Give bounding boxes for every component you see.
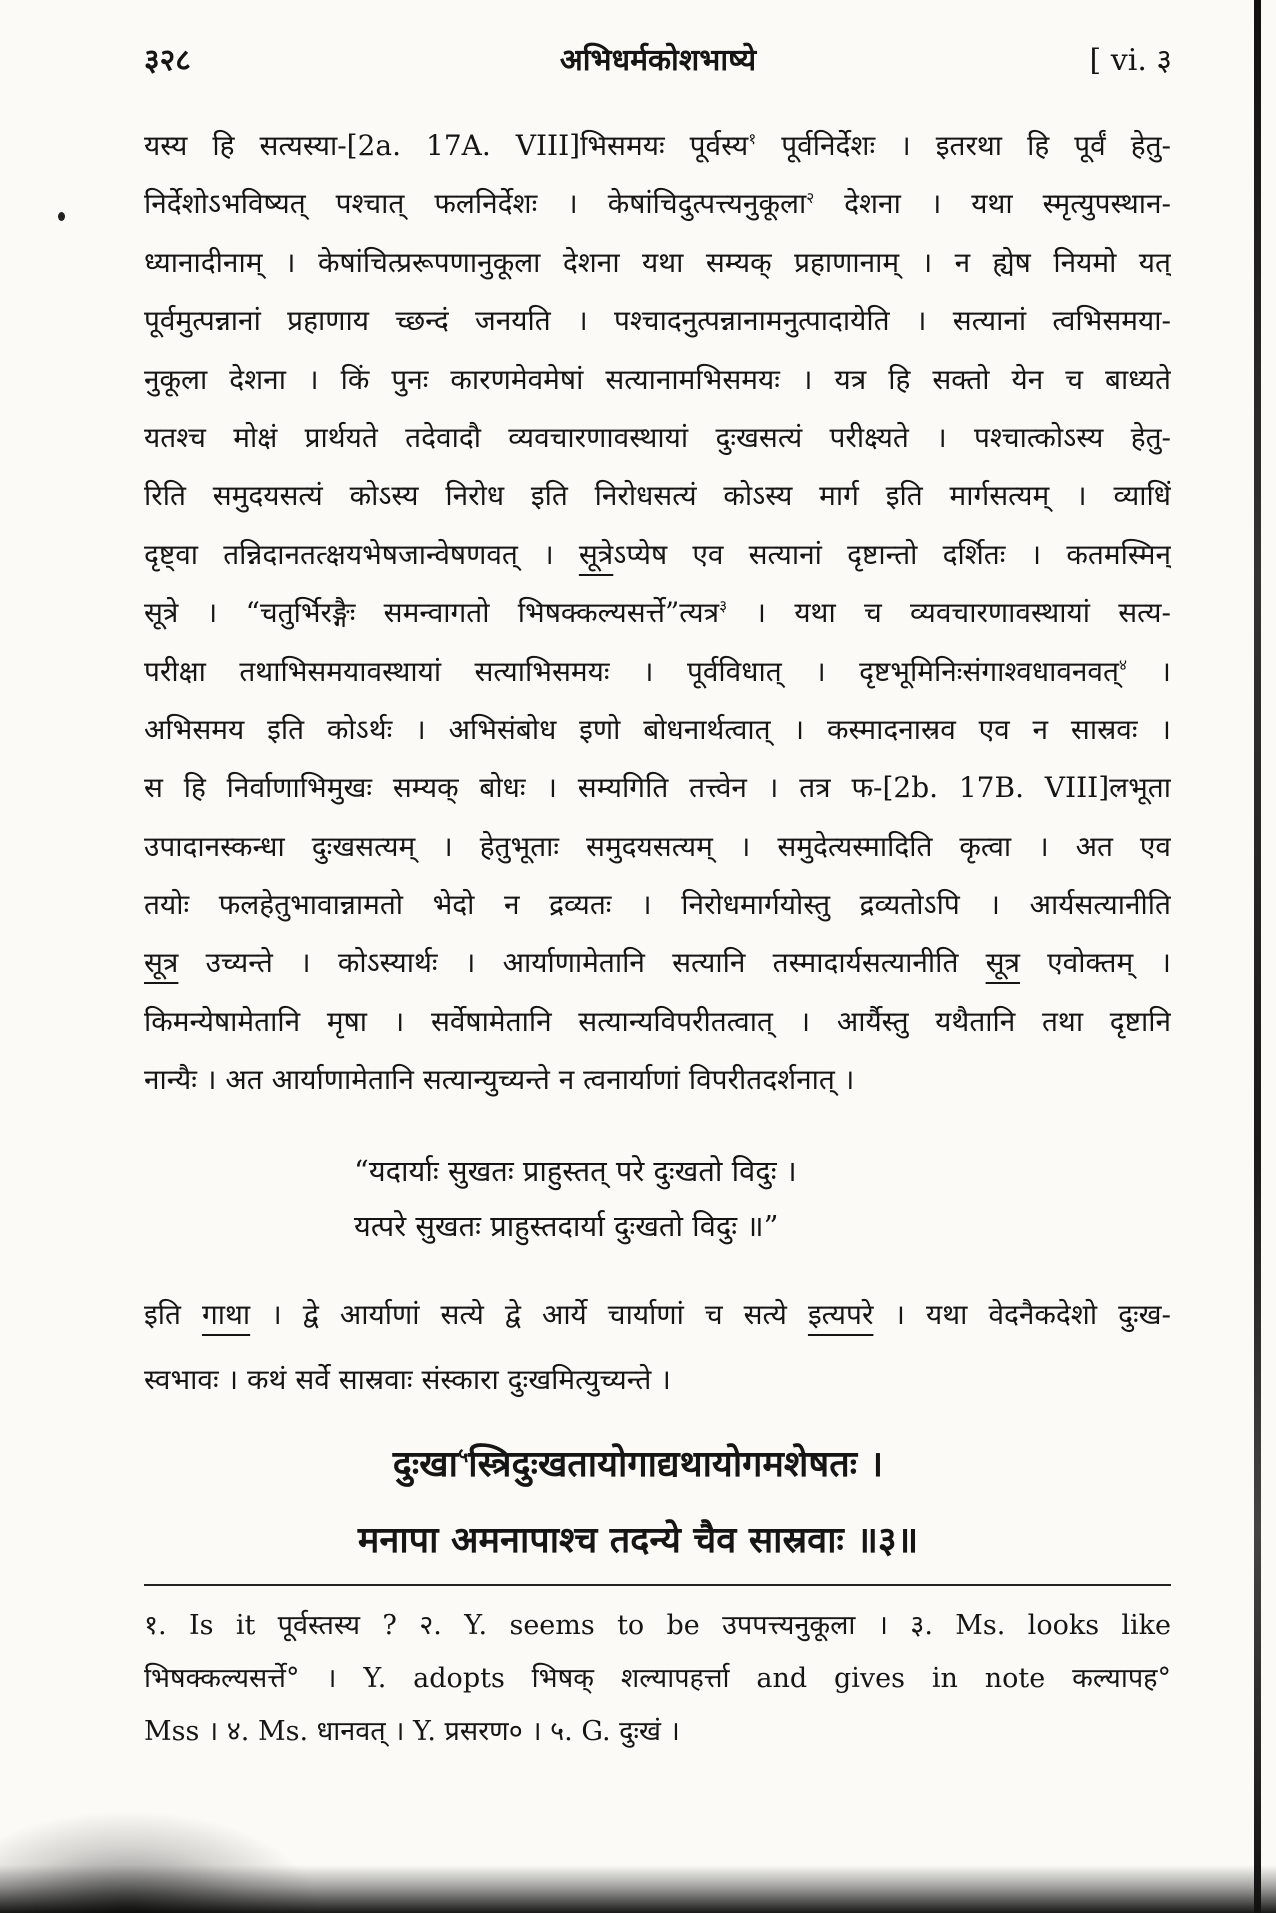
text-segment: स हि निर्वाणाभिमुखः सम्यक् बोधः । सम्यगिति तत्त्वेन । तत्र फ-[2b. 17B. VIII]लभूता <box>144 771 1171 805</box>
text-segment: यस्य हि सत्यस्या-[2a. 17A. VIII]भिसमयः पूर्वस्य <box>144 129 749 162</box>
stray-ink-mark <box>58 212 65 221</box>
text-segment: दृष्ट्वा तन्निदानतत्क्षयभेषजान्वेषणवत् । <box>144 537 579 571</box>
text-segment: । यथा च व्यवचारणावस्थायां सत्य- <box>727 596 1171 630</box>
text-segment: देशना । यथा स्मृत्युपस्थान- <box>814 187 1171 221</box>
scan-bottom-shadow <box>0 1865 1276 1913</box>
text-segment: पूर्वनिर्देशः । इतरथा हि पूर्वं हेतु- <box>756 129 1171 162</box>
text-segment: इति <box>144 1298 202 1331</box>
footnote-line: १. Is it पूर्वस्तस्य ? २. Y. seems to be उपपत्त्यनुकूला । ३. Ms. looks like <box>144 1610 1171 1641</box>
text-line <box>144 701 1171 759</box>
text-segment: यतश्च मोक्षं प्रार्थयते तदेवादौ व्यवचारणावस्थायां दुःखसत्यं परीक्ष्यते । पश्चात्कोऽस्य हेतु- <box>144 420 1171 454</box>
footnote-marker: ५ <box>457 1443 469 1468</box>
underlined-term: सूत्र <box>985 946 1020 980</box>
text-segment: तयोः फलहेतुभावान्नामतो भेदो न द्रव्यतः । निरोधमार्गयोस्तु द्रव्यतोऽपि । आर्यसत्यानीति <box>144 888 1171 922</box>
page-header <box>144 36 1172 86</box>
karika-line <box>0 1502 1276 1578</box>
text-segment: अभिसमय इति कोऽर्थः । अभिसंबोध इणो बोधनार्थत्वात् । कस्मादनास्रव एव न सास्रवः । <box>144 712 1171 746</box>
footnote-line: Mss । ४. Ms. धानवत् । Y. प्रसरण० । ५. G. दुःखं । <box>144 1716 680 1747</box>
text-segment: उपादानस्कन्धा दुःखसत्यम् । हेतुभूताः समुदयसत्यम् । समुदेत्यस्मादिति कृत्वा । अत एव <box>144 829 1171 863</box>
karika-line <box>0 1426 1276 1502</box>
text-segment: किमन्येषामेतानि मृषा । सर्वेषामेतानि सत्यान्यविपरीतत्वात् । आर्यैस्तु यथैतानि तथा दृष्टानि <box>144 1004 1171 1038</box>
footnote-line: भिषक्कल्यसर्त्ते° । Y. adopts भिषक् शल्यापहर्त्ता and gives in note कल्यापह° <box>144 1663 1171 1694</box>
text-line <box>144 351 1171 409</box>
footnote-marker: ४ <box>1118 655 1127 674</box>
section-reference: [ vi. ३ <box>1089 43 1172 78</box>
verse-line: यत्परे सुखतः प्राहुस्तदार्या दुःखतो विदुः ॥” <box>354 1209 779 1243</box>
text-line <box>144 175 1171 233</box>
text-segment: । यथा वेदनैकदेशो दुःख- <box>873 1298 1171 1331</box>
karika-verse <box>0 1426 1276 1578</box>
text-segment: नान्यैः । अत आर्याणामेतानि सत्यान्युच्यन्ते न त्वनार्याणां विपरीतदर्शनात् । <box>144 1063 855 1097</box>
text-segment: स्त्रिदुःखतायोगाद्यथायोगमशेषतः । <box>468 1443 884 1485</box>
scan-right-edge <box>1254 0 1261 1913</box>
running-title: अभिधर्मकोशभाष्ये <box>559 43 757 78</box>
text-line <box>144 993 1171 1051</box>
underlined-term: सूत्र <box>144 946 179 980</box>
text-line <box>144 1282 1171 1347</box>
text-line <box>144 1051 1171 1109</box>
footnote-marker: १ <box>748 130 757 149</box>
text-line <box>144 759 1171 817</box>
text-line <box>144 234 1171 292</box>
text-line <box>144 934 1171 992</box>
text-segment: निर्देशोऽभविष्यत् पश्चात् फलनिर्देशः । केषांचिदुत्पत्त्यनुकूला <box>144 187 807 221</box>
verse-line: “यदार्याः सुखतः प्राहुस्तत् परे दुःखतो विदुः । <box>354 1154 797 1188</box>
text-line <box>144 292 1171 350</box>
text-segment: पूर्वमुत्पन्नानां प्रहाणाय च्छन्दं जनयति । पश्चादनुत्पन्नानामनुत्पादायेति । सत्यानां त्वभिसमया- <box>144 304 1171 338</box>
text-segment: मनापा अमनापाश्च तदन्ये चैव सास्रवाः ॥३॥ <box>357 1519 919 1561</box>
text-line <box>144 409 1171 467</box>
footnotes <box>144 1599 1171 1758</box>
underlined-term: सूत्रे <box>578 537 614 571</box>
text-line <box>144 1347 1171 1412</box>
text-segment: दुःखा <box>392 1443 458 1485</box>
text-line <box>144 117 1171 175</box>
footnote-marker: ३ <box>719 597 728 616</box>
quoted-verse <box>354 1144 1154 1254</box>
underlined-term: इत्यपरे <box>807 1298 874 1331</box>
text-line <box>144 467 1171 525</box>
text-line <box>144 818 1171 876</box>
text-line <box>144 526 1171 584</box>
text-segment: ध्यानादीनाम् । केषांचित्प्ररूपणानुकूला देशना यथा सम्यक् प्रहाणानाम् । न ह्येष नियमो यत् <box>144 245 1171 279</box>
footnote-divider <box>144 1584 1171 1586</box>
text-segment: स्वभावः । कथं सर्वे सास्रवाः संस्कारा दुःखमित्युच्यन्ते । <box>144 1363 671 1396</box>
footnote-marker: २ <box>806 188 815 207</box>
underlined-term: गाथा <box>201 1298 251 1331</box>
text-segment: रिति समुदयसत्यं कोऽस्य निरोध इति निरोधसत्यं कोऽस्य मार्ग इति मार्गसत्यम् । व्याधिं <box>144 479 1171 513</box>
second-paragraph <box>144 1282 1171 1412</box>
text-line <box>144 876 1171 934</box>
page-number: ३२८ <box>144 43 191 78</box>
main-paragraph <box>144 117 1171 1110</box>
text-line <box>144 643 1171 701</box>
text-segment: सूत्रे । “चतुर्भिरङ्गैः समन्वागतो भिषक्कल्यसर्त्ते”त्यत्र <box>144 596 720 630</box>
text-segment: । द्वे आर्याणां सत्ये द्वे आर्ये चार्याणां च सत्ये <box>250 1298 808 1331</box>
text-segment: ऽप्येष एव सत्यानां दृष्टान्तो दर्शितः । कतमस्मिन् <box>613 537 1171 571</box>
text-segment: । <box>1126 654 1171 688</box>
text-segment: एवोक्तम् । <box>1019 946 1171 980</box>
text-segment: उच्यन्ते । कोऽस्यार्थः । आर्याणामेतानि सत्यानि तस्मादार्यसत्यानीति <box>178 946 986 980</box>
text-segment: नुकूला देशना । किं पुनः कारणमेवमेषां सत्यानामभिसमयः । यत्र हि सक्तो येन च बाध्यते <box>144 362 1171 396</box>
text-segment: परीक्षा तथाभिसमयावस्थायां सत्याभिसमयः । पूर्वविधात् । दृष्टभूमिनिःसंगाश्वधावनवत् <box>144 654 1119 688</box>
text-line <box>144 584 1171 642</box>
